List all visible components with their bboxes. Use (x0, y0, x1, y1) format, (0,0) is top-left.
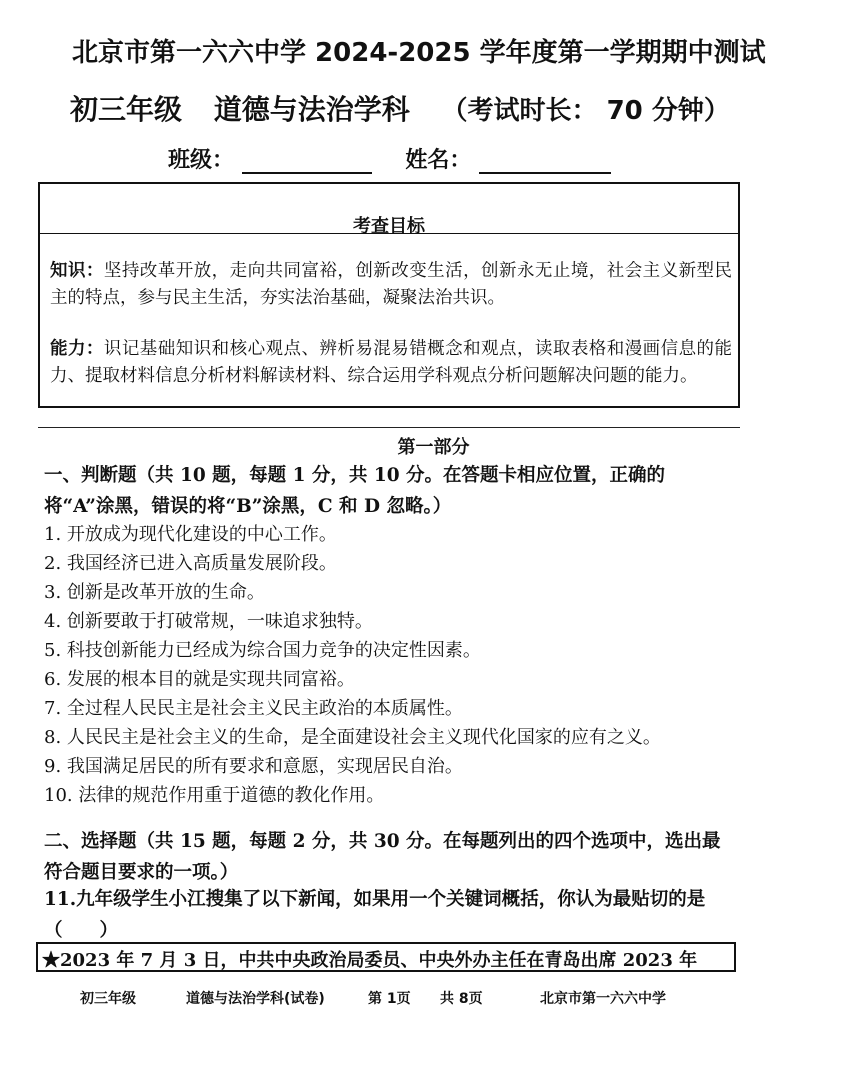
ability-label: 能力： (50, 339, 104, 359)
question-11: 11.九年级学生小江搜集了以下新闻，如果用一个关键词概括，你认为最贴切的是（ ） (44, 889, 706, 941)
section1-heading: 一、判断题（共 10 题，每题 1 分，共 10 分。在答题卡相应位置，正确的将“A”涂黑，错误的将“B”涂黑，C 和 D 忽略。） (44, 465, 666, 517)
section-divider (38, 427, 740, 428)
question-item: 5. 科技创新能力已经成为综合国力竞争的决定性因素。 (44, 640, 481, 661)
part-title: 第一部分 (397, 437, 470, 458)
footer-paper: 道德与法治学科(试卷) (186, 991, 325, 1007)
knowledge-text: 坚持改革开放，走向共同富裕，创新改变生活，创新永无止境，社会主义新型民主的特点，参与民主生活，夯实法治基础，凝聚法治共识。 (50, 261, 733, 308)
grade-label: 初三年级 (70, 93, 183, 126)
question-item: 2. 我国经济已进入高质量发展阶段。 (44, 553, 337, 574)
duration-label: （考试时长： 70 分钟） (441, 96, 730, 126)
subject-label: 道德与法治学科 (213, 93, 410, 126)
question-item: 4. 创新要敢于打破常规，一味追求独特。 (44, 611, 373, 632)
footer-school: 北京市第一六六中学 (540, 991, 666, 1007)
student-info-row (168, 143, 611, 174)
question-item: 7. 全过程人民民主是社会主义民主政治的本质属性。 (44, 698, 463, 719)
footer-page: 第 1页 (368, 991, 411, 1007)
footer-grade: 初三年级 (80, 991, 136, 1007)
question-item: 1. 开放成为现代化建设的中心工作。 (44, 524, 337, 545)
ability-goal (50, 336, 732, 390)
question-item: 9. 我国满足居民的所有要求和意愿，实现居民自治。 (44, 756, 463, 777)
class-blank (242, 150, 372, 174)
class-label: 班级： (168, 148, 235, 173)
name-blank (479, 150, 611, 174)
goals-title: 考查目标 (353, 216, 425, 237)
name-label: 姓名： (405, 148, 472, 173)
knowledge-goal (50, 258, 732, 312)
question-item: 3. 创新是改革开放的生命。 (44, 582, 265, 603)
ability-text: 识记基础知识和核心观点、辨析易混易错概念和观点，读取表格和漫画信息的能力、提取材料信息分析材料解读材料、综合运用学科观点分析问题解决问题的能力。 (50, 339, 733, 386)
news-line: ★2023 年 7 月 3 日，中共中央政治局委员、中央外办主任在青岛出席 2023 年 (42, 950, 698, 971)
section2-heading: 二、选择题（共 15 题，每题 2 分，共 30 分。在每题列出的四个选项中，选出最符合题目要求的一项。） (44, 831, 721, 883)
exam-goals-box (38, 182, 740, 408)
knowledge-label: 知识： (50, 261, 104, 281)
question-item: 8. 人民民主是社会主义的生命，是全面建设社会主义现代化国家的应有之义。 (44, 727, 661, 748)
question-item: 6. 发展的根本目的就是实现共同富裕。 (44, 669, 355, 690)
exam-title: 北京市第一六六中学 2024-2025 学年度第一学期期中测试 (72, 38, 766, 68)
question-item: 10. 法律的规范作用重于道德的教化作用。 (44, 785, 385, 806)
news-material-box (36, 942, 736, 972)
footer-total: 共 8页 (440, 991, 483, 1007)
exam-subtitle (70, 88, 730, 128)
